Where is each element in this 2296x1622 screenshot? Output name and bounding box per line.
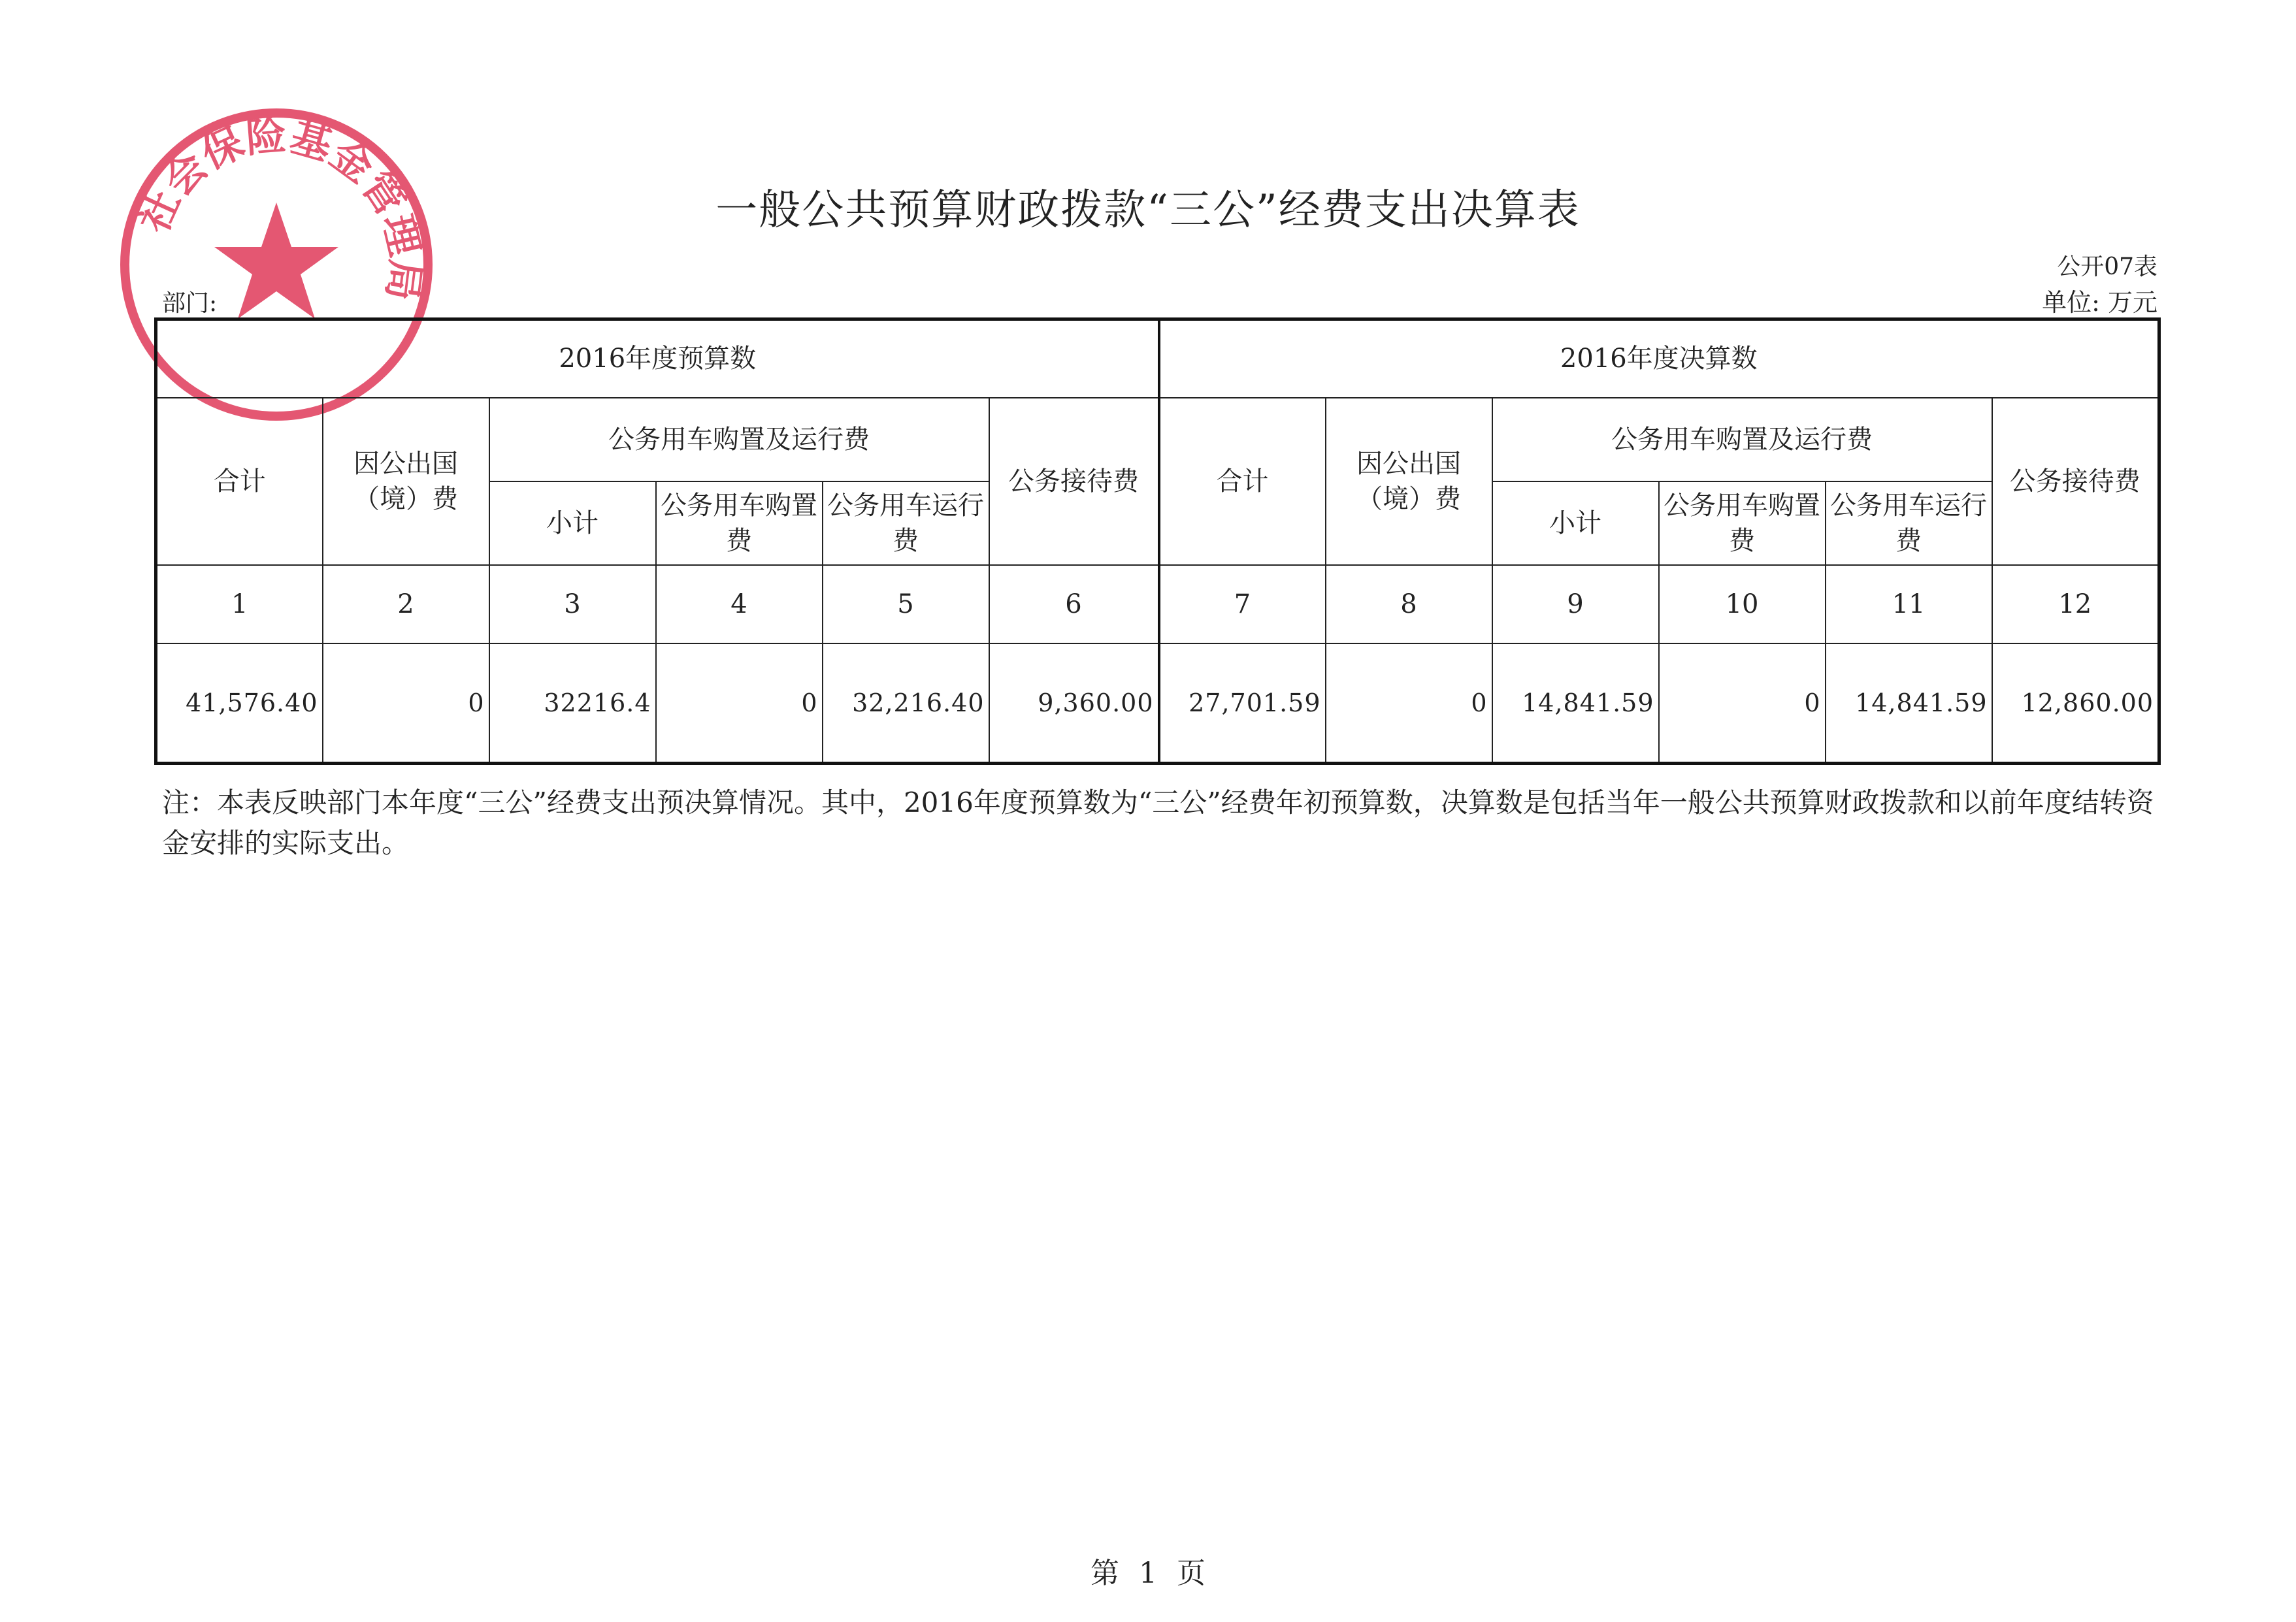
col-number: 7 xyxy=(1159,565,1326,643)
col-number: 5 xyxy=(823,565,989,643)
col-number: 11 xyxy=(1826,565,1992,643)
group-header-final: 2016年度决算数 xyxy=(1159,319,2159,398)
header-reception-budget: 公务接待费 xyxy=(989,398,1159,565)
value-cell: 0 xyxy=(323,643,489,764)
value-cell: 9,360.00 xyxy=(989,643,1159,764)
header-purchase-budget: 公务用车购置费 xyxy=(656,481,823,565)
department-label: 部门: xyxy=(162,290,218,317)
col-number: 1 xyxy=(156,565,323,643)
col-number: 3 xyxy=(489,565,656,643)
header-operation-budget: 公务用车运行费 xyxy=(823,481,989,565)
page-footer xyxy=(0,1549,2296,1591)
col-number: 4 xyxy=(656,565,823,643)
value-cell: 0 xyxy=(656,643,823,764)
header-abroad-final: 因公出国（境）费 xyxy=(1326,398,1492,565)
value-cell: 0 xyxy=(1659,643,1826,764)
value-cell: 32216.4 xyxy=(489,643,656,764)
page-prefix: 第 xyxy=(1091,1557,1119,1590)
header-vehicle-budget: 公务用车购置及运行费 xyxy=(489,398,989,481)
group-header-budget: 2016年度预算数 xyxy=(156,319,1159,398)
page-suffix: 页 xyxy=(1177,1557,1205,1590)
data-row xyxy=(156,643,2159,764)
header-vehicle-final: 公务用车购置及运行费 xyxy=(1492,398,1992,481)
value-cell: 12,860.00 xyxy=(1992,643,2159,764)
header-operation-final: 公务用车运行费 xyxy=(1826,481,1992,565)
col-number: 12 xyxy=(1992,565,2159,643)
value-cell: 27,701.59 xyxy=(1159,643,1326,764)
header-total-final: 合计 xyxy=(1159,398,1326,565)
header-total-budget: 合计 xyxy=(156,398,323,565)
col-number: 9 xyxy=(1492,565,1659,643)
three-public-expense-table xyxy=(154,317,2161,765)
table-note: 注：本表反映部门本年度“三公”经费支出预决算情况。其中，2016年度预算数为“三公”经费年初预算数，决算数是包括当年一般公共预算财政拨款和以前年度结转资金安排的实际支出。 xyxy=(162,787,2154,859)
header-purchase-final: 公务用车购置费 xyxy=(1659,481,1826,565)
col-number: 2 xyxy=(323,565,489,643)
value-cell: 14,841.59 xyxy=(1492,643,1659,764)
unit-label: 单位: 万元 xyxy=(2042,288,2157,317)
header-row-1 xyxy=(156,398,2159,481)
header-abroad-budget: 因公出国（境）费 xyxy=(323,398,489,565)
value-cell: 41,576.40 xyxy=(156,643,323,764)
header-reception-final: 公务接待费 xyxy=(1992,398,2159,565)
col-number: 8 xyxy=(1326,565,1492,643)
value-cell: 32,216.40 xyxy=(823,643,989,764)
header-subtotal-budget: 小计 xyxy=(489,481,656,565)
header-subtotal-final: 小计 xyxy=(1492,481,1659,565)
document-title: 一般公共预算财政拨款“三公”经费支出决算表 xyxy=(715,186,1581,235)
form-code: 公开07表 xyxy=(2057,253,2157,280)
col-number: 6 xyxy=(989,565,1159,643)
group-header-row xyxy=(156,319,2159,398)
value-cell: 0 xyxy=(1326,643,1492,764)
svg-text:社会保险基金管理局: 社会保险基金管理局 xyxy=(129,111,431,304)
page-number: 1 xyxy=(1139,1557,1157,1590)
column-number-row xyxy=(156,565,2159,643)
col-number: 10 xyxy=(1659,565,1826,643)
value-cell: 14,841.59 xyxy=(1826,643,1992,764)
